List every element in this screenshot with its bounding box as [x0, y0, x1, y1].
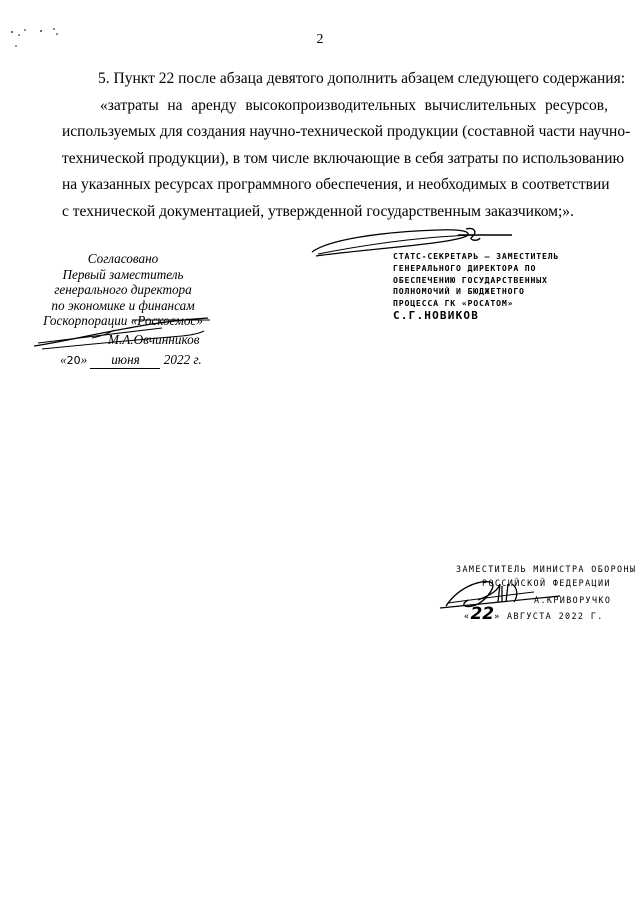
approval-position-line-3: по экономике и финансам [51, 297, 195, 313]
ministry-stamp-line-2: РОССИЙСКОЙ ФЕДЕРАЦИИ [482, 577, 611, 588]
ministry-date-day: 22 [470, 603, 495, 624]
ministry-stamp-line-1: ЗАМЕСТИТЕЛЬ МИНИСТРА ОБОРОНЫ [456, 564, 637, 574]
approval-position-line-1: Первый заместитель [62, 266, 184, 282]
approval-date-open: « [60, 352, 67, 367]
approval-position-line-2: генерального директора [54, 282, 192, 298]
paragraph-line-2: «затраты на аренду высокопроизводительных вычислительных ресурсов, [100, 96, 608, 114]
approval-date-close: » [80, 352, 88, 367]
amendment-text [62, 66, 631, 226]
rosatom-stamp-line-3: ОБЕСПЕЧЕНИЮ ГОСУДАРСТВЕННЫХ [393, 274, 548, 285]
approval-position-line-4: Госкорпорации «Роскосмос» [43, 313, 203, 329]
approval-title: Согласовано [87, 251, 159, 266]
approval-date-month: июня [90, 352, 160, 369]
rosatom-signatory-stamp [393, 251, 559, 322]
paragraph-line-4: технической продукции), в том числе включающие в себя затраты по использованию [62, 149, 625, 167]
ministry-date-close: » [494, 610, 501, 621]
page-number: 2 [316, 32, 324, 47]
rosatom-stamp-line-2: ГЕНЕРАЛЬНОГО ДИРЕКТОРА ПО [393, 262, 537, 273]
paragraph-line-1: 5. Пункт 22 после абзаца девятого дополнить абзацем следующего содержания: [98, 70, 626, 87]
rosatom-stamp-line-1: СТАТС-СЕКРЕТАРЬ – ЗАМЕСТИТЕЛЬ [393, 251, 560, 261]
paragraph-line-3: используемых для создания научно-технической продукции (составной части научно- [62, 123, 631, 141]
rosatom-stamp-line-5: ПРОЦЕССА ГК «РОСАТОМ» [393, 298, 514, 309]
approval-date-year: 2022 г. [163, 352, 202, 367]
ministry-date-rest: АВГУСТА 2022 Г. [507, 610, 604, 621]
paragraph-line-5: на указанных ресурсах программного обеспечения, и необходимых в соответствии [62, 176, 610, 194]
paragraph-line-6: с технической документацией, утвержденной государственным заказчиком;». [62, 202, 574, 220]
rosatom-stamp-line-4: ПОЛНОМОЧИЙ И БЮДЖЕТНОГО [393, 286, 525, 297]
approval-date-day: 20 [66, 354, 81, 367]
roscosmos-signature [32, 312, 222, 352]
ministry-signatory-name: А.КРИВОРУЧКО [534, 595, 612, 605]
defense-ministry-signature [438, 576, 568, 612]
ministry-date-open: « [464, 610, 471, 621]
approval-date [60, 352, 202, 369]
rosatom-signatory-name: С.Г.НОВИКОВ [393, 308, 480, 322]
approval-signatory-name: М.А.Овчинников [108, 332, 200, 347]
